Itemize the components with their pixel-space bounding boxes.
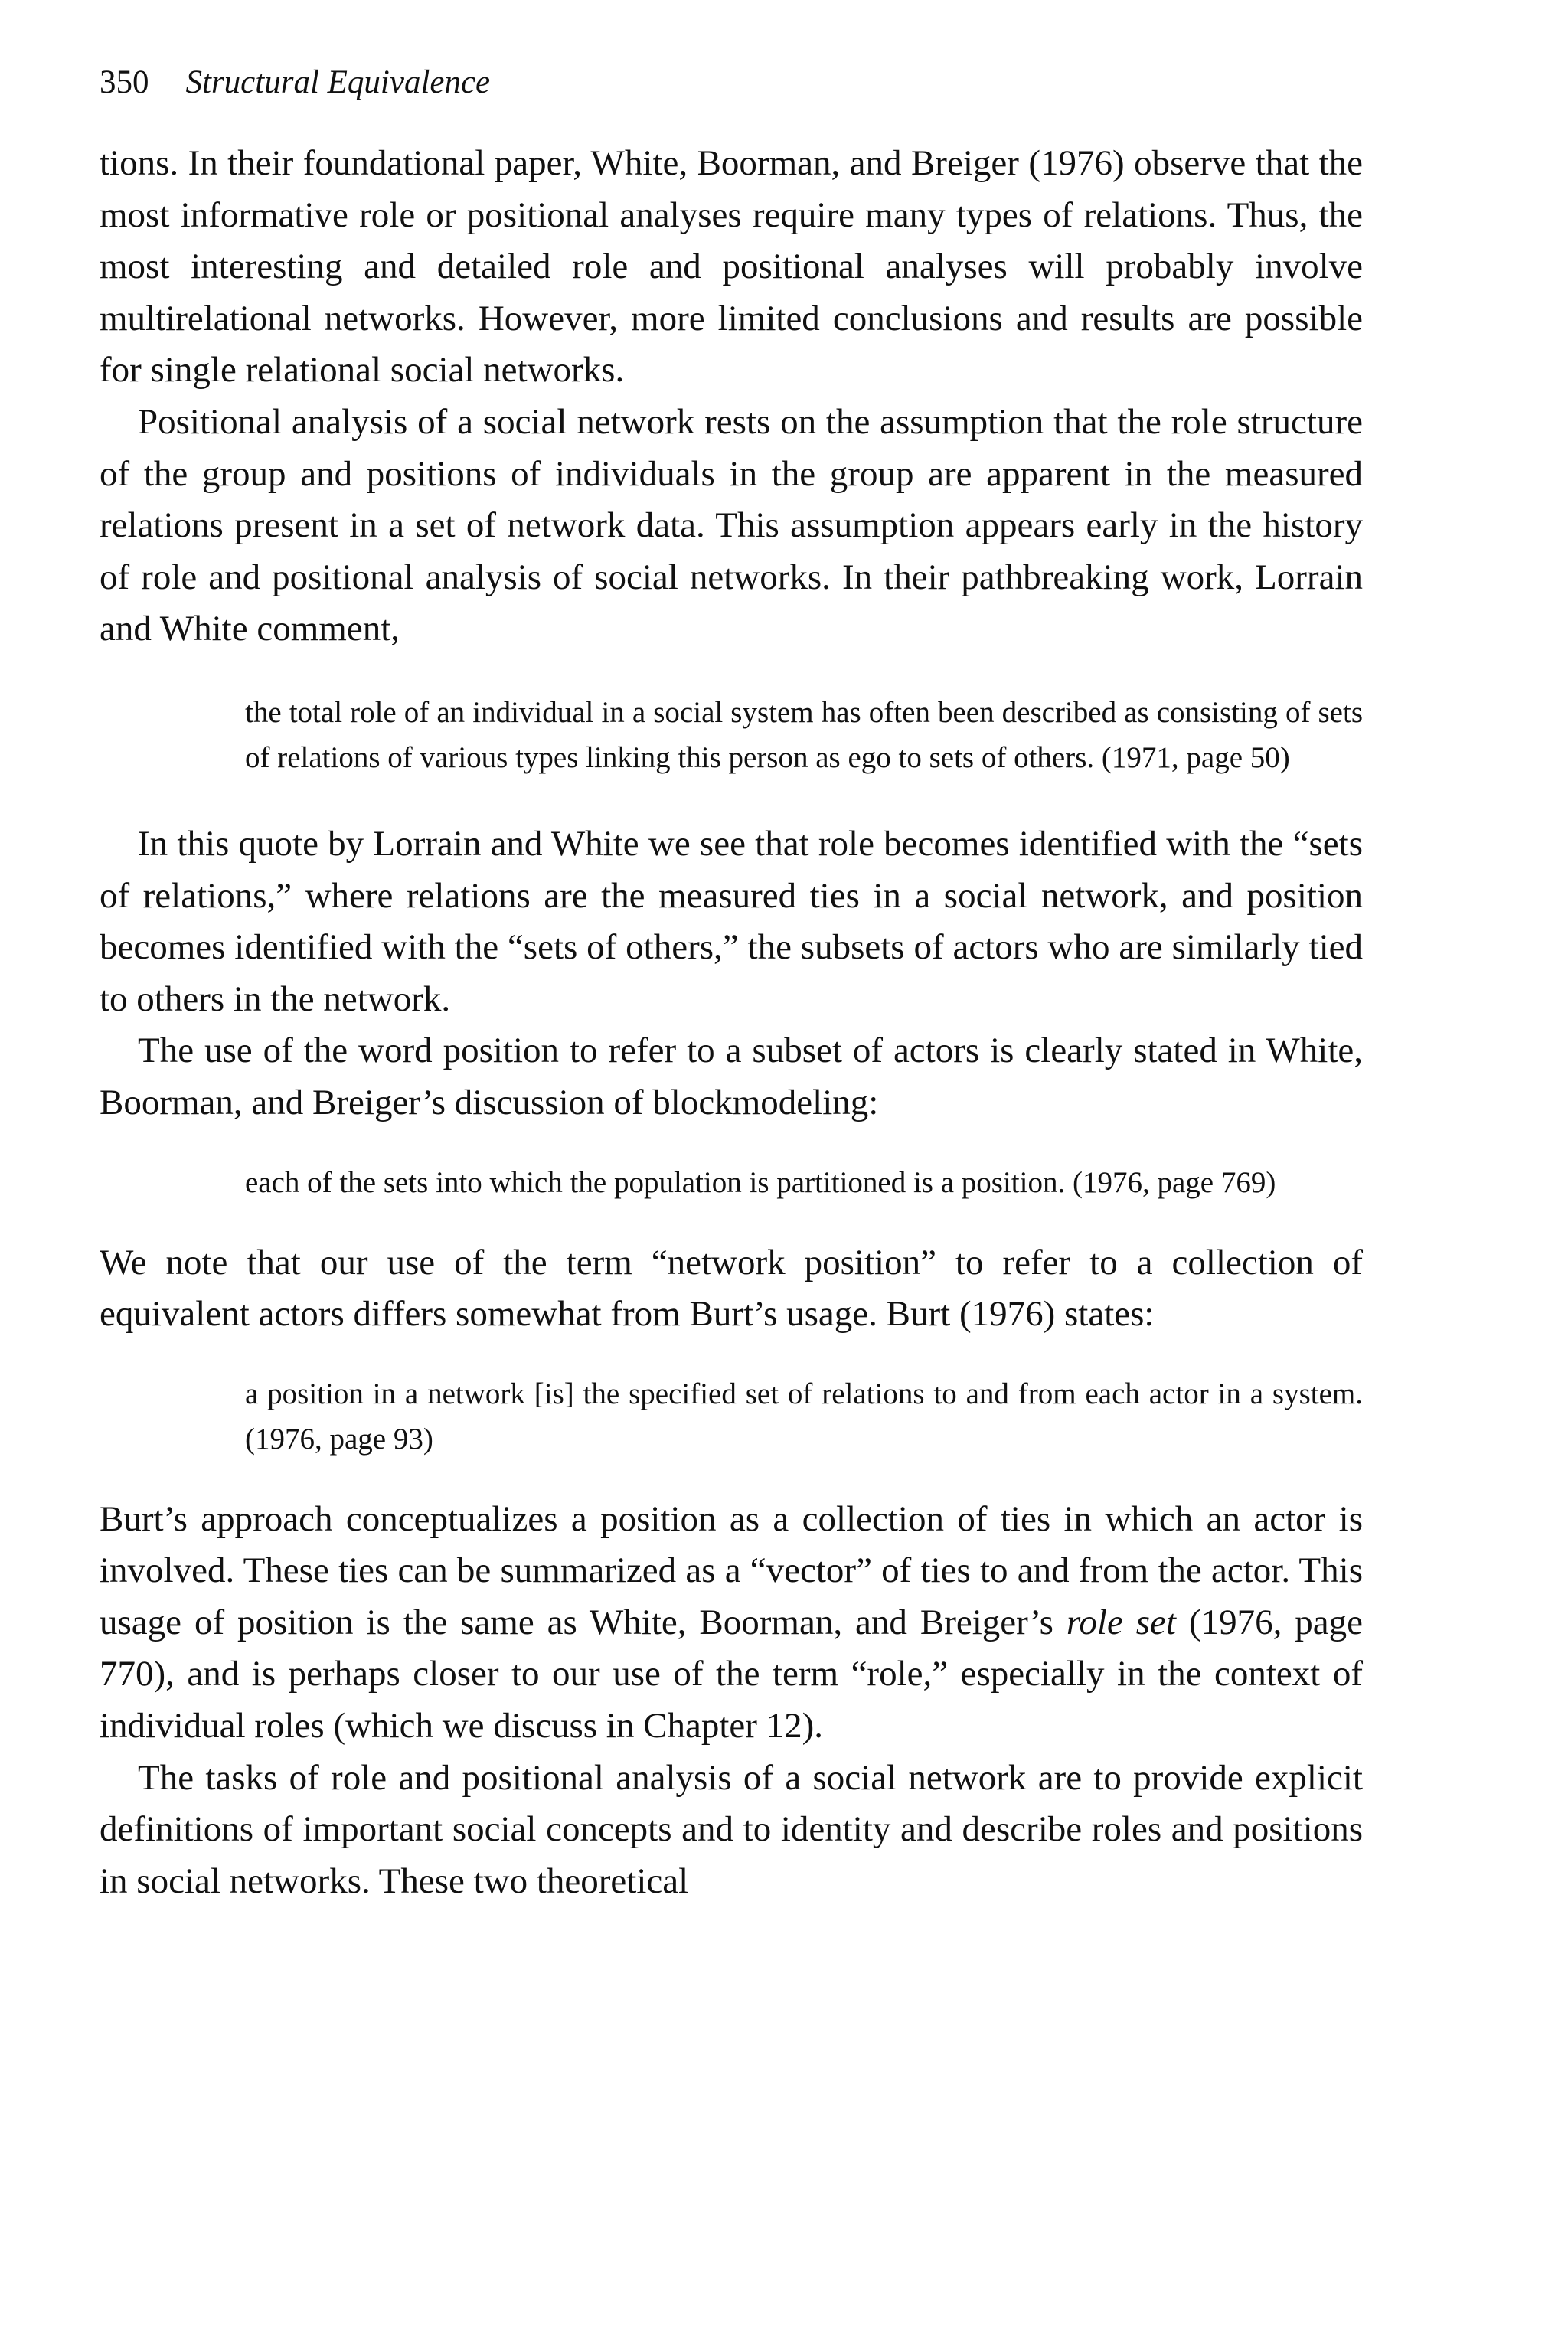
burt-approach-text-2: (1976, page 770), and is perhaps closer to our use of the term “role,” especially in the context of individual roles (which we discuss in Chapter 12). bbox=[100, 1602, 1363, 1746]
paragraph-quote-interpretation: In this quote by Lorrain and White we see that role becomes identified with the “sets of relations,” where relations are the measured ties in a social network, and position becomes identified with the “sets of others,” the subsets of actors who are similarly tied to others in the network. bbox=[100, 823, 1363, 1019]
running-header bbox=[100, 63, 490, 103]
paragraph-word-position: The use of the word position to refer to a subset of actors is clearly stated in White, Boorman, and Breiger’s discussion of blockmodeling: bbox=[100, 1031, 1363, 1122]
burt-approach-text-1: Burt’s approach conceptualizes a position as a collection of ties in which an actor is involved. These ties can be summarized as a “vector” of ties to and from the actor. This usage of position is the same as White, Boorman, and Breiger’s bbox=[100, 1498, 1363, 1642]
paragraph-network-position: We note that our use of the term “network position” to refer to a collection of equivalent actors differs somewhat from Burt’s usage. Burt (1976) states: bbox=[100, 1242, 1363, 1335]
paragraph-burt-approach bbox=[100, 1494, 1363, 1753]
paragraph-tasks: The tasks of role and positional analysis of a social network are to provide explicit definitions of important social concepts and to identity and describe roles and positions in social networks. These two theoretical bbox=[100, 1757, 1363, 1901]
role-set-term: role set bbox=[1066, 1602, 1176, 1642]
paragraph-positional-analysis: Positional analysis of a social network rests on the assumption that the role structure of the group and positions of individuals in the group are apparent in the measured relations present in a set of network data. This assumption appears early in the history of role and positional analysis of social networks. In their pathbreaking work, Lorrain and White comment, bbox=[100, 401, 1363, 649]
block-quote-white-boorman-breiger: each of the sets into which the population is partitioned is a position. (1976, page 769) bbox=[245, 1165, 1276, 1199]
body-text bbox=[100, 138, 1363, 1907]
block-quote-lorrain-white: the total role of an individual in a social system has often been described as consisting of sets of relations of various types linking this person as ego to sets of others. (1971, page 50) bbox=[245, 695, 1363, 774]
running-title: Structural Equivalence bbox=[185, 64, 491, 100]
block-quote-burt: a position in a network [is] the specified set of relations to and from each actor in a system. (1976, page 93) bbox=[245, 1377, 1363, 1456]
paragraph-continuation: tions. In their foundational paper, White, Boorman, and Breiger (1976) observe that the most informative role or positional analyses require many types of relations. Thus, the most interesting and detailed role and positional analyses will probably involve multirelational networks. However, more limited conclusions and results are possible for single relational social networks. bbox=[100, 143, 1363, 390]
page-number: 350 bbox=[100, 64, 149, 100]
